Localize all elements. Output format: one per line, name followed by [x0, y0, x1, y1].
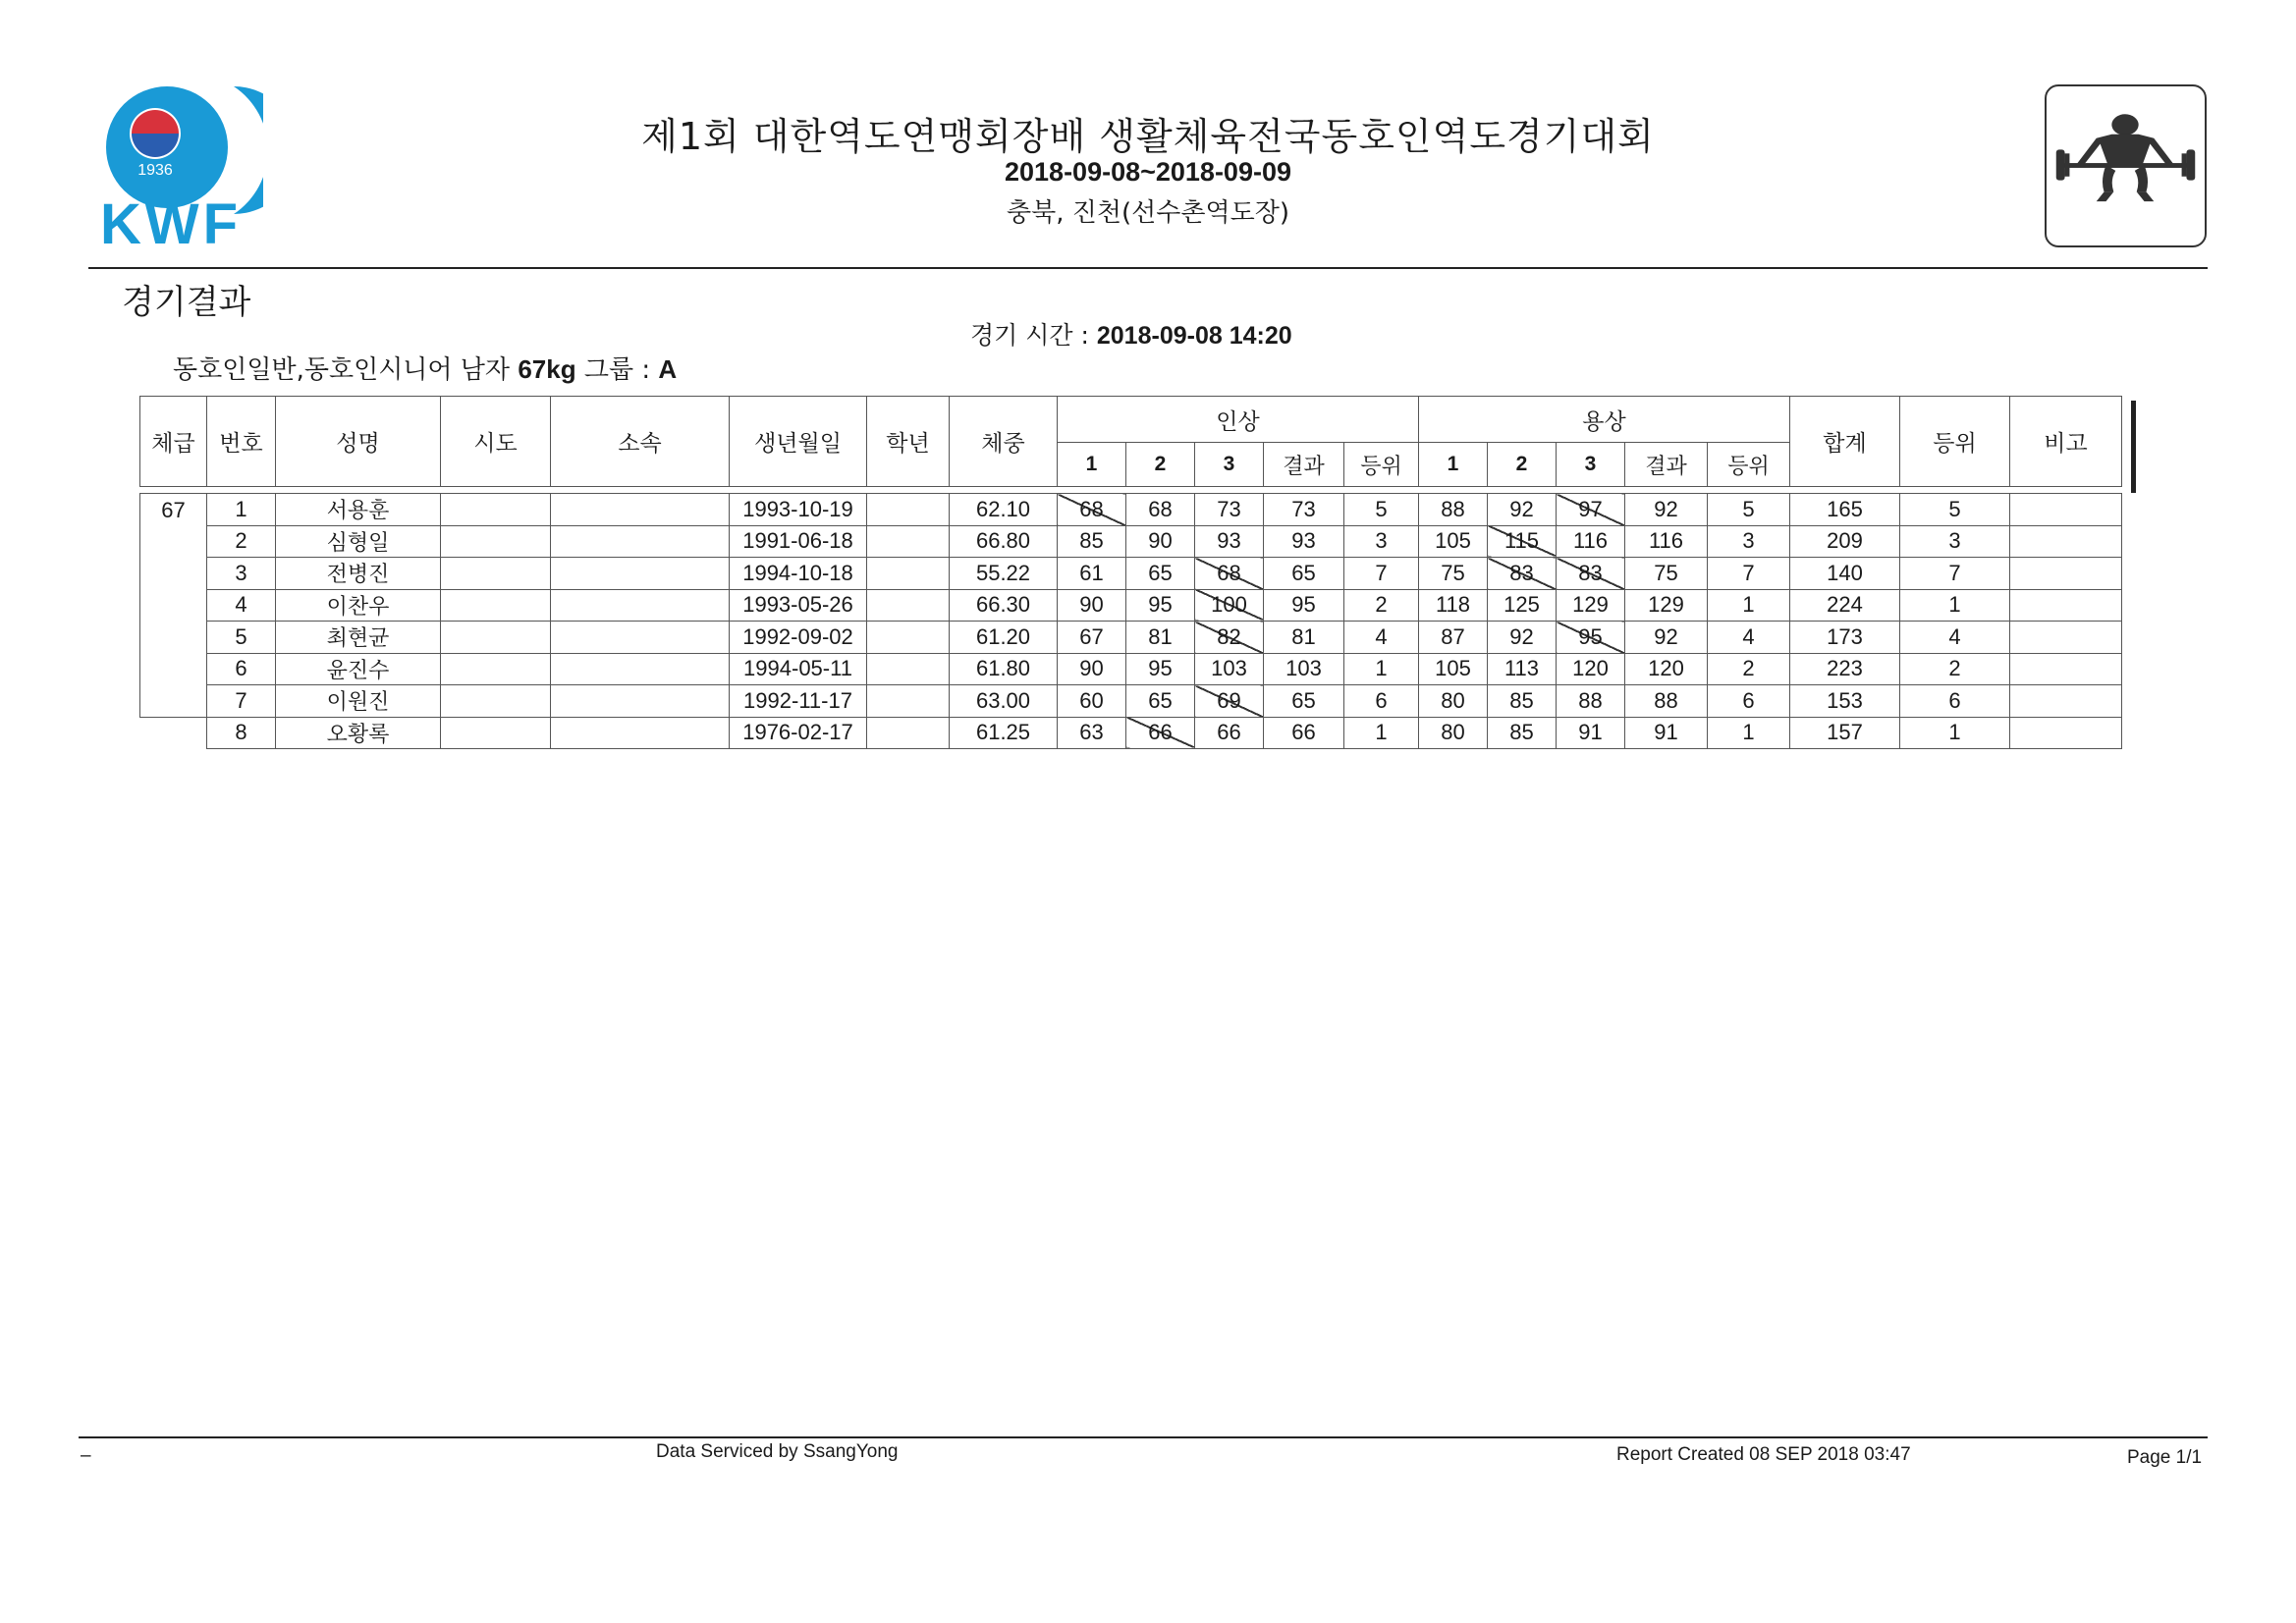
header-gap — [140, 487, 2122, 494]
cj-attempt-2-cell: 113 — [1488, 653, 1557, 685]
birth-cell: 1976-02-17 — [730, 717, 867, 749]
overall-rank-cell: 1 — [1900, 717, 2010, 749]
snatch-rank-cell: 7 — [1344, 558, 1419, 590]
region-cell — [441, 494, 551, 526]
remarks-cell — [2010, 525, 2122, 558]
category-line — [173, 350, 677, 386]
birth-cell: 1994-10-18 — [730, 558, 867, 590]
time-label: 경기 시간 : — [970, 321, 1089, 350]
cj-attempt-1-cell: 87 — [1419, 622, 1488, 654]
cj-rank-cell: 3 — [1708, 525, 1790, 558]
bodyweight-cell: 61.20 — [950, 622, 1058, 654]
competition-time — [970, 316, 1292, 352]
table-row — [140, 717, 2122, 749]
footer-data-credit: Data Serviced by SsangYong — [656, 1441, 899, 1462]
remarks-cell — [2010, 653, 2122, 685]
number-cell: 2 — [207, 525, 276, 558]
cj-attempt-2-cell: 125 — [1488, 589, 1557, 622]
bodyweight-cell: 62.10 — [950, 494, 1058, 526]
overall-rank-cell: 7 — [1900, 558, 2010, 590]
name-cell: 전병진 — [276, 558, 441, 590]
grade-cell — [867, 525, 950, 558]
remarks-cell — [2010, 622, 2122, 654]
snatch-attempt-1-cell: 63 — [1058, 717, 1126, 749]
snatch-attempt-2-cell: 65 — [1126, 685, 1195, 718]
snatch-result-cell: 93 — [1264, 525, 1344, 558]
cj-attempt-2-cell: 85 — [1488, 717, 1557, 749]
group-label: 그룹 : — [583, 355, 651, 385]
footer-dash: – — [81, 1445, 91, 1466]
cj-result-cell: 92 — [1625, 494, 1708, 526]
team-cell — [551, 494, 730, 526]
birth-cell: 1994-05-11 — [730, 653, 867, 685]
total-cell: 165 — [1790, 494, 1900, 526]
cj-result-cell: 92 — [1625, 622, 1708, 654]
footer-page-number: Page 1/1 — [2127, 1447, 2203, 1468]
name-cell: 서용훈 — [276, 494, 441, 526]
header-birth: 생년월일 — [730, 397, 867, 487]
header-cj-rank: 등위 — [1708, 443, 1790, 487]
team-cell — [551, 653, 730, 685]
section-title: 경기결과 — [122, 283, 251, 322]
cj-attempt-3-cell: 120 — [1557, 653, 1625, 685]
name-cell: 오황록 — [276, 717, 441, 749]
snatch-attempt-1-cell: 67 — [1058, 622, 1126, 654]
footer-report-created: Report Created 08 SEP 2018 03:47 — [1616, 1444, 1911, 1465]
cj-attempt-1-cell: 105 — [1419, 653, 1488, 685]
number-cell: 3 — [207, 558, 276, 590]
event-venue: 충북, 진천(선수촌역도장) — [1007, 198, 1289, 228]
header-clean-jerk: 용상 — [1419, 397, 1790, 443]
overall-rank-cell: 2 — [1900, 653, 2010, 685]
header-remarks: 비고 — [2010, 397, 2122, 487]
category-prefix: 동호인일반,동호인시니어 남자 — [173, 355, 511, 385]
cj-rank-cell: 6 — [1708, 685, 1790, 718]
cj-result-cell: 116 — [1625, 525, 1708, 558]
remarks-cell — [2010, 494, 2122, 526]
region-cell — [441, 589, 551, 622]
cj-rank-cell: 1 — [1708, 589, 1790, 622]
header-cj-attempt-2: 2 — [1488, 443, 1557, 487]
table-row — [140, 525, 2122, 558]
snatch-attempt-3-cell: 82 — [1195, 622, 1264, 654]
name-cell: 윤진수 — [276, 653, 441, 685]
header-snatch-attempt-1: 1 — [1058, 443, 1126, 487]
number-cell: 4 — [207, 589, 276, 622]
region-cell — [441, 685, 551, 718]
header-snatch-attempt-3: 3 — [1195, 443, 1264, 487]
cj-result-cell: 129 — [1625, 589, 1708, 622]
snatch-result-cell: 73 — [1264, 494, 1344, 526]
category-weight: 67kg — [518, 354, 576, 384]
header-name: 성명 — [276, 397, 441, 487]
weight-class-cell-empty — [140, 717, 207, 749]
table-header-shadow — [2131, 401, 2136, 493]
snatch-attempt-1-cell: 61 — [1058, 558, 1126, 590]
cj-attempt-3-cell: 129 — [1557, 589, 1625, 622]
table-row — [140, 685, 2122, 718]
header-snatch-result: 결과 — [1264, 443, 1344, 487]
time-value: 2018-09-08 14:20 — [1096, 322, 1292, 350]
results-table — [139, 396, 2122, 749]
cj-attempt-1-cell: 80 — [1419, 685, 1488, 718]
header-cj-attempt-1: 1 — [1419, 443, 1488, 487]
cj-rank-cell: 4 — [1708, 622, 1790, 654]
region-cell — [441, 525, 551, 558]
grade-cell — [867, 494, 950, 526]
overall-rank-cell: 4 — [1900, 622, 2010, 654]
total-cell: 173 — [1790, 622, 1900, 654]
number-cell: 7 — [207, 685, 276, 718]
snatch-attempt-3-cell: 103 — [1195, 653, 1264, 685]
cj-rank-cell: 7 — [1708, 558, 1790, 590]
region-cell — [441, 622, 551, 654]
logo-text: KWF — [99, 192, 243, 253]
header-snatch-rank: 등위 — [1344, 443, 1419, 487]
cj-attempt-1-cell: 105 — [1419, 525, 1488, 558]
snatch-result-cell: 81 — [1264, 622, 1344, 654]
snatch-rank-cell: 1 — [1344, 653, 1419, 685]
cj-result-cell: 91 — [1625, 717, 1708, 749]
snatch-rank-cell: 5 — [1344, 494, 1419, 526]
table-row — [140, 622, 2122, 654]
region-cell — [441, 717, 551, 749]
header-divider — [88, 267, 2208, 269]
number-cell: 8 — [207, 717, 276, 749]
snatch-rank-cell: 6 — [1344, 685, 1419, 718]
event-dates: 2018-09-08~2018-09-09 — [1005, 157, 1291, 187]
total-cell: 209 — [1790, 525, 1900, 558]
header-overall-rank: 등위 — [1900, 397, 2010, 487]
grade-cell — [867, 653, 950, 685]
team-cell — [551, 622, 730, 654]
group-value: A — [658, 354, 678, 384]
snatch-attempt-1-cell: 68 — [1058, 494, 1126, 526]
grade-cell — [867, 717, 950, 749]
cj-attempt-2-cell: 85 — [1488, 685, 1557, 718]
cj-result-cell: 75 — [1625, 558, 1708, 590]
total-cell: 224 — [1790, 589, 1900, 622]
header-bodyweight: 체중 — [950, 397, 1058, 487]
remarks-cell — [2010, 558, 2122, 590]
grade-cell — [867, 589, 950, 622]
snatch-rank-cell: 2 — [1344, 589, 1419, 622]
overall-rank-cell: 1 — [1900, 589, 2010, 622]
results-body — [140, 494, 2122, 749]
snatch-attempt-3-cell: 73 — [1195, 494, 1264, 526]
remarks-cell — [2010, 685, 2122, 718]
name-cell: 이원진 — [276, 685, 441, 718]
snatch-attempt-3-cell: 100 — [1195, 589, 1264, 622]
bodyweight-cell: 61.25 — [950, 717, 1058, 749]
header-snatch: 인상 — [1058, 397, 1419, 443]
cj-attempt-3-cell: 95 — [1557, 622, 1625, 654]
snatch-result-cell: 65 — [1264, 558, 1344, 590]
grade-cell — [867, 622, 950, 654]
snatch-attempt-1-cell: 85 — [1058, 525, 1126, 558]
cj-attempt-2-cell: 92 — [1488, 494, 1557, 526]
number-cell: 5 — [207, 622, 276, 654]
birth-cell: 1993-10-19 — [730, 494, 867, 526]
cj-rank-cell: 2 — [1708, 653, 1790, 685]
snatch-result-cell: 103 — [1264, 653, 1344, 685]
birth-cell: 1992-09-02 — [730, 622, 867, 654]
table-row — [140, 494, 2122, 526]
snatch-attempt-2-cell: 68 — [1126, 494, 1195, 526]
page-title: 제1회 대한역도연맹회장배 생활체육전국동호인역도경기대회 — [641, 115, 1655, 158]
weight-class-cell: 67 — [140, 494, 207, 718]
logo-year: 1936 — [137, 162, 173, 179]
footer-divider — [79, 1436, 2208, 1438]
total-cell: 140 — [1790, 558, 1900, 590]
overall-rank-cell: 5 — [1900, 494, 2010, 526]
header-snatch-attempt-2: 2 — [1126, 443, 1195, 487]
header-cj-result: 결과 — [1625, 443, 1708, 487]
cj-result-cell: 88 — [1625, 685, 1708, 718]
snatch-attempt-2-cell: 95 — [1126, 589, 1195, 622]
snatch-attempt-2-cell: 81 — [1126, 622, 1195, 654]
cj-attempt-3-cell: 83 — [1557, 558, 1625, 590]
name-cell: 심형일 — [276, 525, 441, 558]
team-cell — [551, 717, 730, 749]
remarks-cell — [2010, 717, 2122, 749]
bodyweight-cell: 66.80 — [950, 525, 1058, 558]
snatch-attempt-3-cell: 69 — [1195, 685, 1264, 718]
number-cell: 1 — [207, 494, 276, 526]
snatch-attempt-2-cell: 95 — [1126, 653, 1195, 685]
grade-cell — [867, 685, 950, 718]
cj-attempt-1-cell: 118 — [1419, 589, 1488, 622]
snatch-attempt-3-cell: 66 — [1195, 717, 1264, 749]
bodyweight-cell: 63.00 — [950, 685, 1058, 718]
cj-rank-cell: 1 — [1708, 717, 1790, 749]
overall-rank-cell: 6 — [1900, 685, 2010, 718]
table-row — [140, 558, 2122, 590]
remarks-cell — [2010, 589, 2122, 622]
cj-attempt-3-cell: 97 — [1557, 494, 1625, 526]
header-grade: 학년 — [867, 397, 950, 487]
snatch-rank-cell: 4 — [1344, 622, 1419, 654]
snatch-rank-cell: 3 — [1344, 525, 1419, 558]
table-row — [140, 589, 2122, 622]
bodyweight-cell: 55.22 — [950, 558, 1058, 590]
team-cell — [551, 589, 730, 622]
cj-attempt-1-cell: 80 — [1419, 717, 1488, 749]
total-cell: 157 — [1790, 717, 1900, 749]
birth-cell: 1991-06-18 — [730, 525, 867, 558]
snatch-attempt-1-cell: 90 — [1058, 589, 1126, 622]
table-row — [140, 653, 2122, 685]
cj-result-cell: 120 — [1625, 653, 1708, 685]
weightlifter-icon — [2045, 84, 2207, 247]
team-cell — [551, 558, 730, 590]
snatch-result-cell: 95 — [1264, 589, 1344, 622]
snatch-result-cell: 66 — [1264, 717, 1344, 749]
name-cell: 최현균 — [276, 622, 441, 654]
bodyweight-cell: 61.80 — [950, 653, 1058, 685]
name-cell: 이찬우 — [276, 589, 441, 622]
bodyweight-cell: 66.30 — [950, 589, 1058, 622]
region-cell — [441, 558, 551, 590]
header-total: 합계 — [1790, 397, 1900, 487]
team-cell — [551, 685, 730, 718]
snatch-attempt-2-cell: 90 — [1126, 525, 1195, 558]
cj-attempt-2-cell: 92 — [1488, 622, 1557, 654]
total-cell: 223 — [1790, 653, 1900, 685]
birth-cell: 1993-05-26 — [730, 589, 867, 622]
cj-attempt-3-cell: 91 — [1557, 717, 1625, 749]
snatch-attempt-2-cell: 66 — [1126, 717, 1195, 749]
grade-cell — [867, 558, 950, 590]
snatch-attempt-1-cell: 90 — [1058, 653, 1126, 685]
header-team: 소속 — [551, 397, 730, 487]
snatch-rank-cell: 1 — [1344, 717, 1419, 749]
header-number: 번호 — [207, 397, 276, 487]
header-weight-class: 체급 — [140, 397, 207, 487]
cj-attempt-2-cell: 115 — [1488, 525, 1557, 558]
snatch-attempt-1-cell: 60 — [1058, 685, 1126, 718]
cj-attempt-3-cell: 116 — [1557, 525, 1625, 558]
cj-attempt-1-cell: 75 — [1419, 558, 1488, 590]
snatch-attempt-3-cell: 93 — [1195, 525, 1264, 558]
header-cj-attempt-3: 3 — [1557, 443, 1625, 487]
snatch-attempt-3-cell: 68 — [1195, 558, 1264, 590]
cj-attempt-3-cell: 88 — [1557, 685, 1625, 718]
overall-rank-cell: 3 — [1900, 525, 2010, 558]
cj-attempt-1-cell: 88 — [1419, 494, 1488, 526]
cj-rank-cell: 5 — [1708, 494, 1790, 526]
snatch-attempt-2-cell: 65 — [1126, 558, 1195, 590]
team-cell — [551, 525, 730, 558]
number-cell: 6 — [207, 653, 276, 685]
header-region: 시도 — [441, 397, 551, 487]
snatch-result-cell: 65 — [1264, 685, 1344, 718]
total-cell: 153 — [1790, 685, 1900, 718]
birth-cell: 1992-11-17 — [730, 685, 867, 718]
cj-attempt-2-cell: 83 — [1488, 558, 1557, 590]
region-cell — [441, 653, 551, 685]
